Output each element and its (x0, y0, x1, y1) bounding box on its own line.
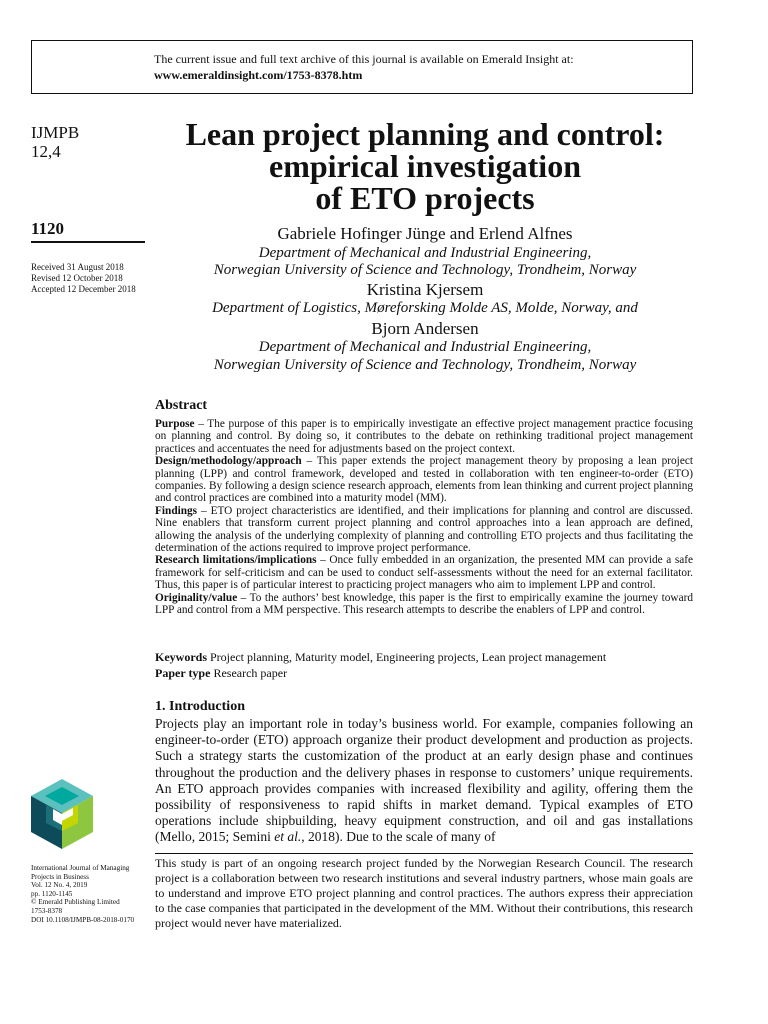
abstract-label: Findings (155, 504, 198, 517)
title-line-2: empirical investigation (269, 148, 581, 184)
page-number-rule (31, 241, 145, 243)
keywords-line (155, 649, 693, 665)
page-number: 1120 (31, 219, 65, 238)
article-title (150, 118, 700, 214)
abstract-design (155, 455, 693, 505)
abstract-text: – This paper extends the project management theory by proposing a lean project planning (LPP) and control framework, developed and tested in collaboration with ten engineer-to-order (ETO) companies. By following a design science research approach, elements from lean thinking and current project planning and control practices are combined into a maturity model (MM). (155, 455, 693, 505)
abstract-purpose (155, 418, 693, 455)
abstract-text: – Once fully embedded in an organization, the presented MM can provide a safe framework for self-criticism and can be used to conduct self-assessments without the need for an external facilitator. Thus, this paper is of particular interest to practicing project managers who aim to implement LPP and control. (155, 554, 694, 592)
doi-link[interactable]: DOI 10.1108/IJMPB-08-2018-0170 (31, 915, 135, 924)
journal-url-link[interactable]: www.emeraldinsight.com/1753-8378.htm (154, 68, 363, 82)
pub-line: pp. 1120-1145 (31, 889, 73, 898)
author-names-3: Bjorn Andersen (371, 319, 479, 338)
date-received: Received 31 August 2018 (31, 262, 124, 272)
abstract-originality (155, 592, 693, 617)
abstract-label: Design/methodology/approach (155, 455, 302, 468)
abstract-label: Originality/value (155, 591, 238, 604)
abstract-heading: Abstract (155, 398, 208, 413)
paper-type-line (155, 665, 693, 681)
date-revised: Revised 12 October 2018 (31, 273, 123, 283)
pub-line: 1753-8378 (31, 906, 63, 915)
journal-abbreviation: IJMPB (31, 123, 80, 142)
paper-type-label: Paper type (155, 666, 211, 680)
author-affiliation-2: Department of Logistics, Møreforsking Molde AS, Molde, Norway, and (212, 300, 638, 316)
title-line-3: of ETO projects (315, 180, 535, 216)
author-affiliation-1b: Norwegian University of Science and Technology, Trondheim, Norway (213, 262, 637, 278)
author-names-2: Kristina Kjersem (366, 280, 484, 299)
intro-text-after: , 2018). Due to the scale of many of (301, 829, 496, 845)
title-line-1: Lean project planning and control: (185, 116, 665, 152)
keywords-text: Project planning, Maturity model, Engineering projects, Lean project management (207, 650, 607, 664)
intro-text-before: Projects play an important role in today’s business world. For example, companies following an engineer-to-order (ETO) approach organize their product development and production as projects. Such a strategy starts the customization of the product at an early design phase and continues throughout the production and the delivery phases in response to customers’ unique requirements. An ETO approach provides companies with increased flexibility and agility, offering them the possibility of responsiveness to rapid shifts in market demand. Typical examples of ETO operations include shipbuilding, heavy equipment construction, and oil and gas installations (Mello, 2015; Semini (155, 716, 693, 845)
footnote: This study is part of an ongoing research project funded by the Norwegian Research Council. The research project is a collaboration between two research institutions and several industry partners, whose main goals are to understand and improve ETO project planning and control practices. The authors express their appreciation to the case companies that participated in the development of the MM. Without their contributions, this research project would never have materialized. (155, 856, 693, 930)
abstract-text: – The purpose of this paper is to empirically investigate an effective project management practice focusing on planning and control. By doing so, it contributes to the debate on rethinking traditional project management practices and accentuates the need for adjustments based on the project context. (155, 418, 693, 455)
journal-notice-box (31, 40, 693, 94)
author-affiliation-3a: Department of Mechanical and Industrial Engineering, (258, 339, 592, 355)
author-names-1: Gabriele Hofinger Jünge and Erlend Alfnes (277, 224, 573, 243)
pub-line: Projects in Business (31, 872, 89, 881)
intro-text-italic: et al. (274, 829, 302, 845)
introduction-heading: 1. Introduction (155, 699, 245, 714)
abstract-limitations (155, 554, 693, 591)
pub-line: © Emerald Publishing Limited (31, 898, 120, 907)
keywords-block (155, 649, 693, 681)
keywords-label: Keywords (155, 650, 207, 664)
emerald-publishing-logo-icon (31, 779, 93, 849)
abstract-text: – ETO project characteristics are identified, and their implications for planning and control are discussed. Nine enablers that transform current project planning and control approaches into a lean approach are defined, allowing the analysis of the underlying complexity of planning and controlling ETO projects and thus facilitating the determination of the actions required to improve project performance. (155, 504, 693, 555)
pub-line: International Journal of Managing (31, 864, 130, 872)
abstract-findings (155, 505, 693, 555)
abstract-body (155, 418, 693, 617)
abstract-label: Purpose (155, 418, 195, 430)
publication-info (31, 864, 149, 924)
introduction-paragraph (155, 716, 693, 846)
date-accepted: Accepted 12 December 2018 (31, 284, 136, 294)
journal-notice-text: The current issue and full text archive of this journal is available on Emerald Insight at: (154, 52, 574, 66)
footnote-rule (155, 853, 693, 854)
author-affiliation-1a: Department of Mechanical and Industrial Engineering, (258, 245, 592, 261)
author-affiliation-3b: Norwegian University of Science and Technology, Trondheim, Norway (213, 357, 637, 373)
abstract-text: – To the authors’ best knowledge, this paper is the first to empirically examine the journey toward LPP and control from a MM perspective. This research attempts to describe the enablers of LPP and control. (155, 591, 693, 617)
pub-line: Vol. 12 No. 4, 2019 (31, 881, 88, 890)
journal-volume: 12,4 (31, 142, 61, 161)
abstract-label: Research limitations/implications (155, 554, 317, 567)
paper-type-text: Research paper (210, 666, 288, 680)
introduction-body (155, 716, 693, 846)
